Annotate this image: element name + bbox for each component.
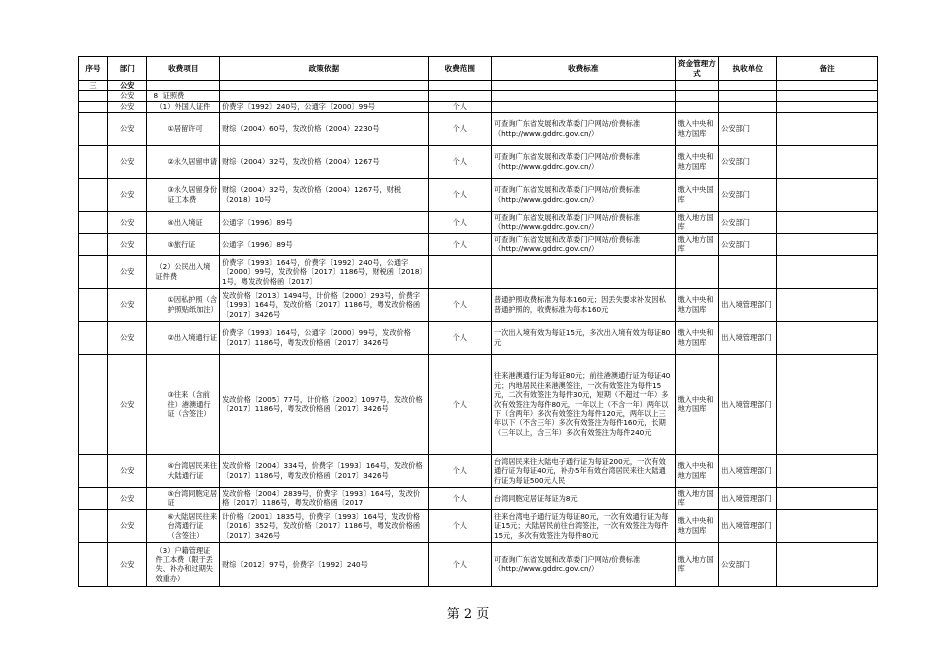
row-unit: [719, 255, 777, 288]
col-scope: 收费范围: [428, 57, 491, 81]
row-note: [777, 211, 878, 233]
fee-table: [78, 56, 878, 587]
row-dept: 公安: [108, 178, 147, 211]
row-policy: 公通字〔1996〕89号: [220, 211, 429, 233]
row-note: [777, 321, 878, 354]
row-dept: 公安: [108, 112, 147, 145]
row-unit: 出入境管理部门: [719, 354, 777, 454]
row-scope: 个人: [428, 288, 491, 321]
section-seq: 三: [79, 81, 108, 91]
sub-dept: 公安: [108, 91, 147, 101]
row-standard: [491, 101, 675, 112]
row-note: [777, 101, 878, 112]
row-fund: 缴入中央和地方国库: [675, 112, 719, 145]
row-seq: [79, 487, 108, 509]
row-unit: 公安部门: [719, 233, 777, 255]
row-item: ②永久居留申请: [147, 145, 220, 178]
row-dept: 公安: [108, 542, 147, 586]
row-unit: 公安部门: [719, 211, 777, 233]
row-fund: [675, 255, 719, 288]
row-policy: 财综（2004）32号，发改价格（2004）1267号，财税（2018）10号: [220, 178, 429, 211]
row-fund: 缴入中央和地方国库: [675, 321, 719, 354]
sub-row: [79, 91, 878, 101]
row-unit: [719, 101, 777, 112]
row-unit: 出入境管理部门: [719, 321, 777, 354]
row-unit: 出入境管理部门: [719, 487, 777, 509]
row-scope: 个人: [428, 354, 491, 454]
row-unit: 公安部门: [719, 112, 777, 145]
row-note: [777, 145, 878, 178]
row-fund: 缴入地方国库: [675, 211, 719, 233]
row-standard: [491, 255, 675, 288]
row-seq: [79, 255, 108, 288]
row-fund: 缴入中央和地方国库: [675, 454, 719, 487]
row-dept: 公安: [108, 454, 147, 487]
row-fund: 缴入地方国库: [675, 542, 719, 586]
row-unit: 出入境管理部门: [719, 509, 777, 542]
row-note: [777, 288, 878, 321]
row-seq: [79, 233, 108, 255]
row-dept: 公安: [108, 233, 147, 255]
row-standard: 往来台湾电子通行证为每证80元，一次有效通行证为每证15元；大陆居民前往台湾签注，一次有效签注为每件15元，多次有效签注为每件80元: [491, 509, 675, 542]
row-policy: 价费字〔1993〕164号，价费字〔1992〕240号，公通字〔2000〕99号，发改价格〔2017〕1186号，财税函〔2018〕1号，粤发改价格函〔2017〕: [220, 255, 429, 288]
row-fund: 缴入地方国库: [675, 233, 719, 255]
table-row: [79, 255, 878, 288]
row-item: （1）外国人证件: [147, 101, 220, 112]
row-note: [777, 112, 878, 145]
row-dept: 公安: [108, 288, 147, 321]
page-number: 第 2 页: [446, 607, 490, 622]
row-unit: 公安部门: [719, 145, 777, 178]
row-seq: [79, 454, 108, 487]
row-note: [777, 354, 878, 454]
table-row: [79, 178, 878, 211]
row-seq: [79, 288, 108, 321]
row-note: [777, 542, 878, 586]
table-row: [79, 354, 878, 454]
table-row: [79, 487, 878, 509]
row-standard: 可查询广东省发展和改革委门户网站/价费标准（http://www.gddrc.gov.cn/）: [491, 542, 675, 586]
row-item: ⑥大陆居民往来台湾通行证（含签注）: [147, 509, 220, 542]
row-seq: [79, 178, 108, 211]
row-dept: 公安: [108, 255, 147, 288]
table-row: [79, 288, 878, 321]
row-scope: 个人: [428, 211, 491, 233]
table-row: [79, 542, 878, 586]
row-standard: 可查询广东省发展和改革委门户网站/价费标准（http://www.gddrc.gov.cn/）: [491, 145, 675, 178]
row-standard: 可查询广东省发展和改革委门户网站/价费标准（http://www.gddrc.gov.cn/）: [491, 233, 675, 255]
row-scope: 个人: [428, 542, 491, 586]
row-fund: 缴入中央国库: [675, 178, 719, 211]
col-policy: 政策依据: [220, 57, 429, 81]
table-row: [79, 101, 878, 112]
row-item: ③往来（含前往）港澳通行证（含签注）: [147, 354, 220, 454]
row-policy: 财综（2004）32号，发改价格（2004）1267号: [220, 145, 429, 178]
row-seq: [79, 354, 108, 454]
row-fund: 缴入中央和地方国库: [675, 288, 719, 321]
sub-item-label: 证照费: [162, 91, 185, 101]
row-note: [777, 509, 878, 542]
sub-num: 8: [153, 91, 159, 101]
table-row: [79, 321, 878, 354]
row-scope: 个人: [428, 145, 491, 178]
row-standard: 一次出入境有效为每证15元，多次出入境有效为每证80元: [491, 321, 675, 354]
col-item: 收费项目: [147, 57, 220, 81]
row-fund: [675, 101, 719, 112]
row-item: ⑤旅行证: [147, 233, 220, 255]
row-item: ①因私护照（含护照贴纸加注）: [147, 288, 220, 321]
row-item: ④出入境证: [147, 211, 220, 233]
row-policy: 发改价格〔2013〕1494号，计价格〔2000〕293号，价费字〔1993〕164号，发改价格〔2017〕1186号，粤发改价格函〔2017〕3426号: [220, 288, 429, 321]
row-dept: 公安: [108, 321, 147, 354]
row-item: ①居留许可: [147, 112, 220, 145]
row-scope: 个人: [428, 178, 491, 211]
row-scope: 个人: [428, 454, 491, 487]
row-note: [777, 233, 878, 255]
row-unit: 公安部门: [719, 178, 777, 211]
row-dept: 公安: [108, 487, 147, 509]
row-scope: 个人: [428, 487, 491, 509]
row-scope: [428, 255, 491, 288]
col-unit: 执收单位: [719, 57, 777, 81]
row-item: ⑤台湾同胞定居证: [147, 487, 220, 509]
row-policy: 发改价格〔2005〕77号，计价格〔2002〕1097号，发改价格〔2017〕1186号，粤发改价格函〔2017〕3426号: [220, 354, 429, 454]
col-dept: 部门: [108, 57, 147, 81]
row-item: （3）户籍管理证件工本费（限于丢失、补办和过期失效重办）: [147, 542, 220, 586]
row-unit: 出入境管理部门: [719, 288, 777, 321]
row-standard: 台湾居民来往大陆电子通行证为每证200元，一次有效通行证为每证40元，补办5年有效台湾居民来往大陆通行证为每证500元人民: [491, 454, 675, 487]
row-standard: 普通护照收费标准为每本160元；因丢失要求补发因私普通护照的，收费标准为每本160元: [491, 288, 675, 321]
row-note: [777, 487, 878, 509]
header-row: [79, 57, 878, 81]
row-unit: 公安部门: [719, 542, 777, 586]
row-standard: 往来港澳通行证为每证80元；前往港澳通行证为每证40元；内地居民往来港澳签注，一次有效签注为每件15元，二次有效签注为每件30元，短期（不超过一年）多次有效签注为每件80元，一年以上（不含一年）两年以下（含两年）多次有效签注为每件120元，两年以上三年以下（不含三年）多次有效签注为每件160元，长期（三年以上，含三年）多次有效签注为每件240元: [491, 354, 675, 454]
row-scope: 个人: [428, 101, 491, 112]
row-standard: 可查询广东省发展和改革委门户网站/价费标准（http://www.gddrc.gov.cn/）: [491, 178, 675, 211]
row-fund: 缴入中央和地方国库: [675, 509, 719, 542]
row-policy: 公通字〔1996〕89号: [220, 233, 429, 255]
row-scope: 个人: [428, 509, 491, 542]
row-dept: 公安: [108, 509, 147, 542]
row-item: （2）公民出入境证件费: [147, 255, 220, 288]
section-dept: 公安: [108, 81, 147, 91]
row-fund: 缴入地方国库: [675, 487, 719, 509]
row-seq: [79, 211, 108, 233]
col-fund: 资金管理方式: [675, 57, 719, 81]
section-row: [79, 81, 878, 91]
row-seq: [79, 112, 108, 145]
row-item: ④台湾居民来往大陆通行证: [147, 454, 220, 487]
table-row: [79, 509, 878, 542]
row-policy: 发改价格〔2004〕2839号，价费字〔1993〕164号，发改价格〔2017〕1186号，粤发改价格函〔2017: [220, 487, 429, 509]
row-scope: 个人: [428, 112, 491, 145]
row-fund: 缴入中央和地方国库: [675, 354, 719, 454]
row-scope: 个人: [428, 233, 491, 255]
row-seq: [79, 542, 108, 586]
row-policy: 财综（2004）60号，发改价格（2004）2230号: [220, 112, 429, 145]
row-seq: [79, 101, 108, 112]
row-standard: 台湾同胞定居证每证为8元: [491, 487, 675, 509]
row-note: [777, 178, 878, 211]
row-policy: 计价格〔2001〕1835号，价费字〔1993〕164号，发改价格〔2016〕352号，发改价格〔2017〕1186号，粤发改价格函〔2017〕3426号: [220, 509, 429, 542]
row-policy: 价费字〔1992〕240号，公通字〔2000〕99号: [220, 101, 429, 112]
sub-item: [147, 91, 220, 101]
table-row: [79, 112, 878, 145]
table-row: [79, 454, 878, 487]
row-dept: 公安: [108, 354, 147, 454]
col-seq: 序号: [79, 57, 108, 81]
table-row: [79, 145, 878, 178]
table-row: [79, 211, 878, 233]
row-dept: 公安: [108, 211, 147, 233]
row-policy: 发改价格〔2004〕334号，价费字〔1993〕164号，发改价格〔2017〕1186号，粤发改价格函〔2017〕3426号: [220, 454, 429, 487]
row-item: ②出入境通行证: [147, 321, 220, 354]
row-fund: 缴入中央和地方国库: [675, 145, 719, 178]
row-seq: [79, 321, 108, 354]
row-scope: 个人: [428, 321, 491, 354]
row-seq: [79, 145, 108, 178]
row-note: [777, 454, 878, 487]
row-dept: 公安: [108, 101, 147, 112]
row-standard: 可查询广东省发展和改革委门户网站/价费标准（http://www.gddrc.gov.cn/）: [491, 211, 675, 233]
row-note: [777, 255, 878, 288]
col-note: 备注: [777, 57, 878, 81]
row-item: ③永久居留身份证工本费: [147, 178, 220, 211]
row-unit: 出入境管理部门: [719, 454, 777, 487]
row-standard: 可查询广东省发展和改革委门户网站/价费标准（http://www.gddrc.gov.cn/）: [491, 112, 675, 145]
row-dept: 公安: [108, 145, 147, 178]
row-policy: 价费字〔1993〕164号，公通字〔2000〕99号，发改价格〔2017〕1186号，粤发改价格函〔2017〕3426号: [220, 321, 429, 354]
row-policy: 财综〔2012〕97号，价费字〔1992〕240号: [220, 542, 429, 586]
row-seq: [79, 509, 108, 542]
col-standard: 收费标准: [491, 57, 675, 81]
table-row: [79, 233, 878, 255]
